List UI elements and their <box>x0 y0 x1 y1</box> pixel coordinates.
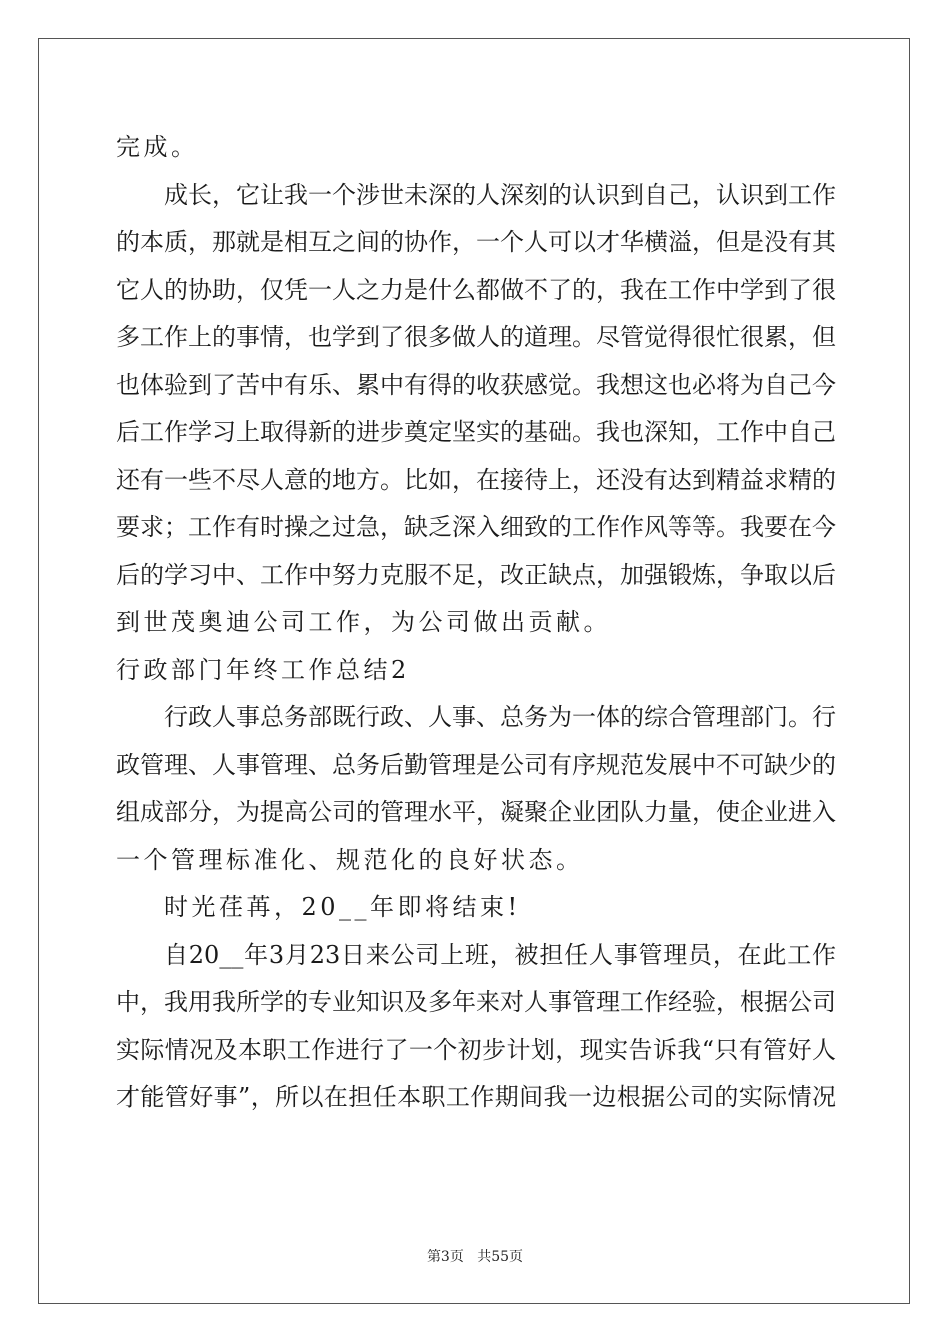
page-number: 第3页 <box>426 1249 464 1265</box>
text-line: 的本质，那就是相互之间的协作，一个人可以才华横溢，但是没有其 <box>116 228 836 256</box>
page-footer <box>0 1246 950 1266</box>
text-line: 要求；工作有时操之过急，缺乏深入细致的工作作风等等。我要在今 <box>116 513 836 541</box>
text-line: 也体验到了苦中有乐、累中有得的收获感觉。我想这也必将为自己今 <box>116 370 836 399</box>
text-line: 政管理、人事管理、总务后勤管理是公司有序规范发展中不可缺少的 <box>116 750 836 779</box>
section-heading: 行政部门年终工作总结2 <box>116 655 410 684</box>
text-line: 完成。 <box>116 133 199 161</box>
text-line: 实际情况及本职工作进行了一个初步计划，现实告诉我“只有管好人 <box>116 1035 836 1064</box>
text-line: 多工作上的事情，也学到了很多做人的道理。尽管觉得很忙很累，但 <box>116 323 836 351</box>
text-line: 时光荏苒，20__年即将结束! <box>164 893 521 921</box>
document-body <box>116 124 836 1122</box>
text-line: 才能管好事”，所以在担任本职工作期间我一边根据公司的实际情况 <box>116 1083 836 1111</box>
total-pages: 共55页 <box>477 1249 524 1265</box>
text-line: 后的学习中、工作中努力克服不足，改正缺点，加强锻炼，争取以后 <box>116 560 836 589</box>
text-line: 组成部分，为提高公司的管理水平，凝聚企业团队力量，使企业进入 <box>116 798 836 826</box>
text-line: 成长，它让我一个涉世未深的人深刻的认识到自己，认识到工作 <box>164 180 836 209</box>
text-line: 行政人事总务部既行政、人事、总务为一体的综合管理部门。行 <box>164 703 836 731</box>
text-line: 到世茂奥迪公司工作，为公司做出贡献。 <box>116 608 611 636</box>
text-line: 后工作学习上取得新的进步奠定坚实的基础。我也深知，工作中自己 <box>116 418 836 446</box>
text-line: 一个管理标准化、规范化的良好状态。 <box>116 845 584 874</box>
text-line: 中，我用我所学的专业知识及多年来对人事管理工作经验，根据公司 <box>116 988 836 1016</box>
text-line: 还有一些不尽人意的地方。比如，在接待上，还没有达到精益求精的 <box>116 465 836 494</box>
text-line: 自20__年3月23日来公司上班，被担任人事管理员，在此工作 <box>164 940 836 969</box>
text-line: 它人的协助，仅凭一人之力是什么都做不了的，我在工作中学到了很 <box>116 275 836 304</box>
